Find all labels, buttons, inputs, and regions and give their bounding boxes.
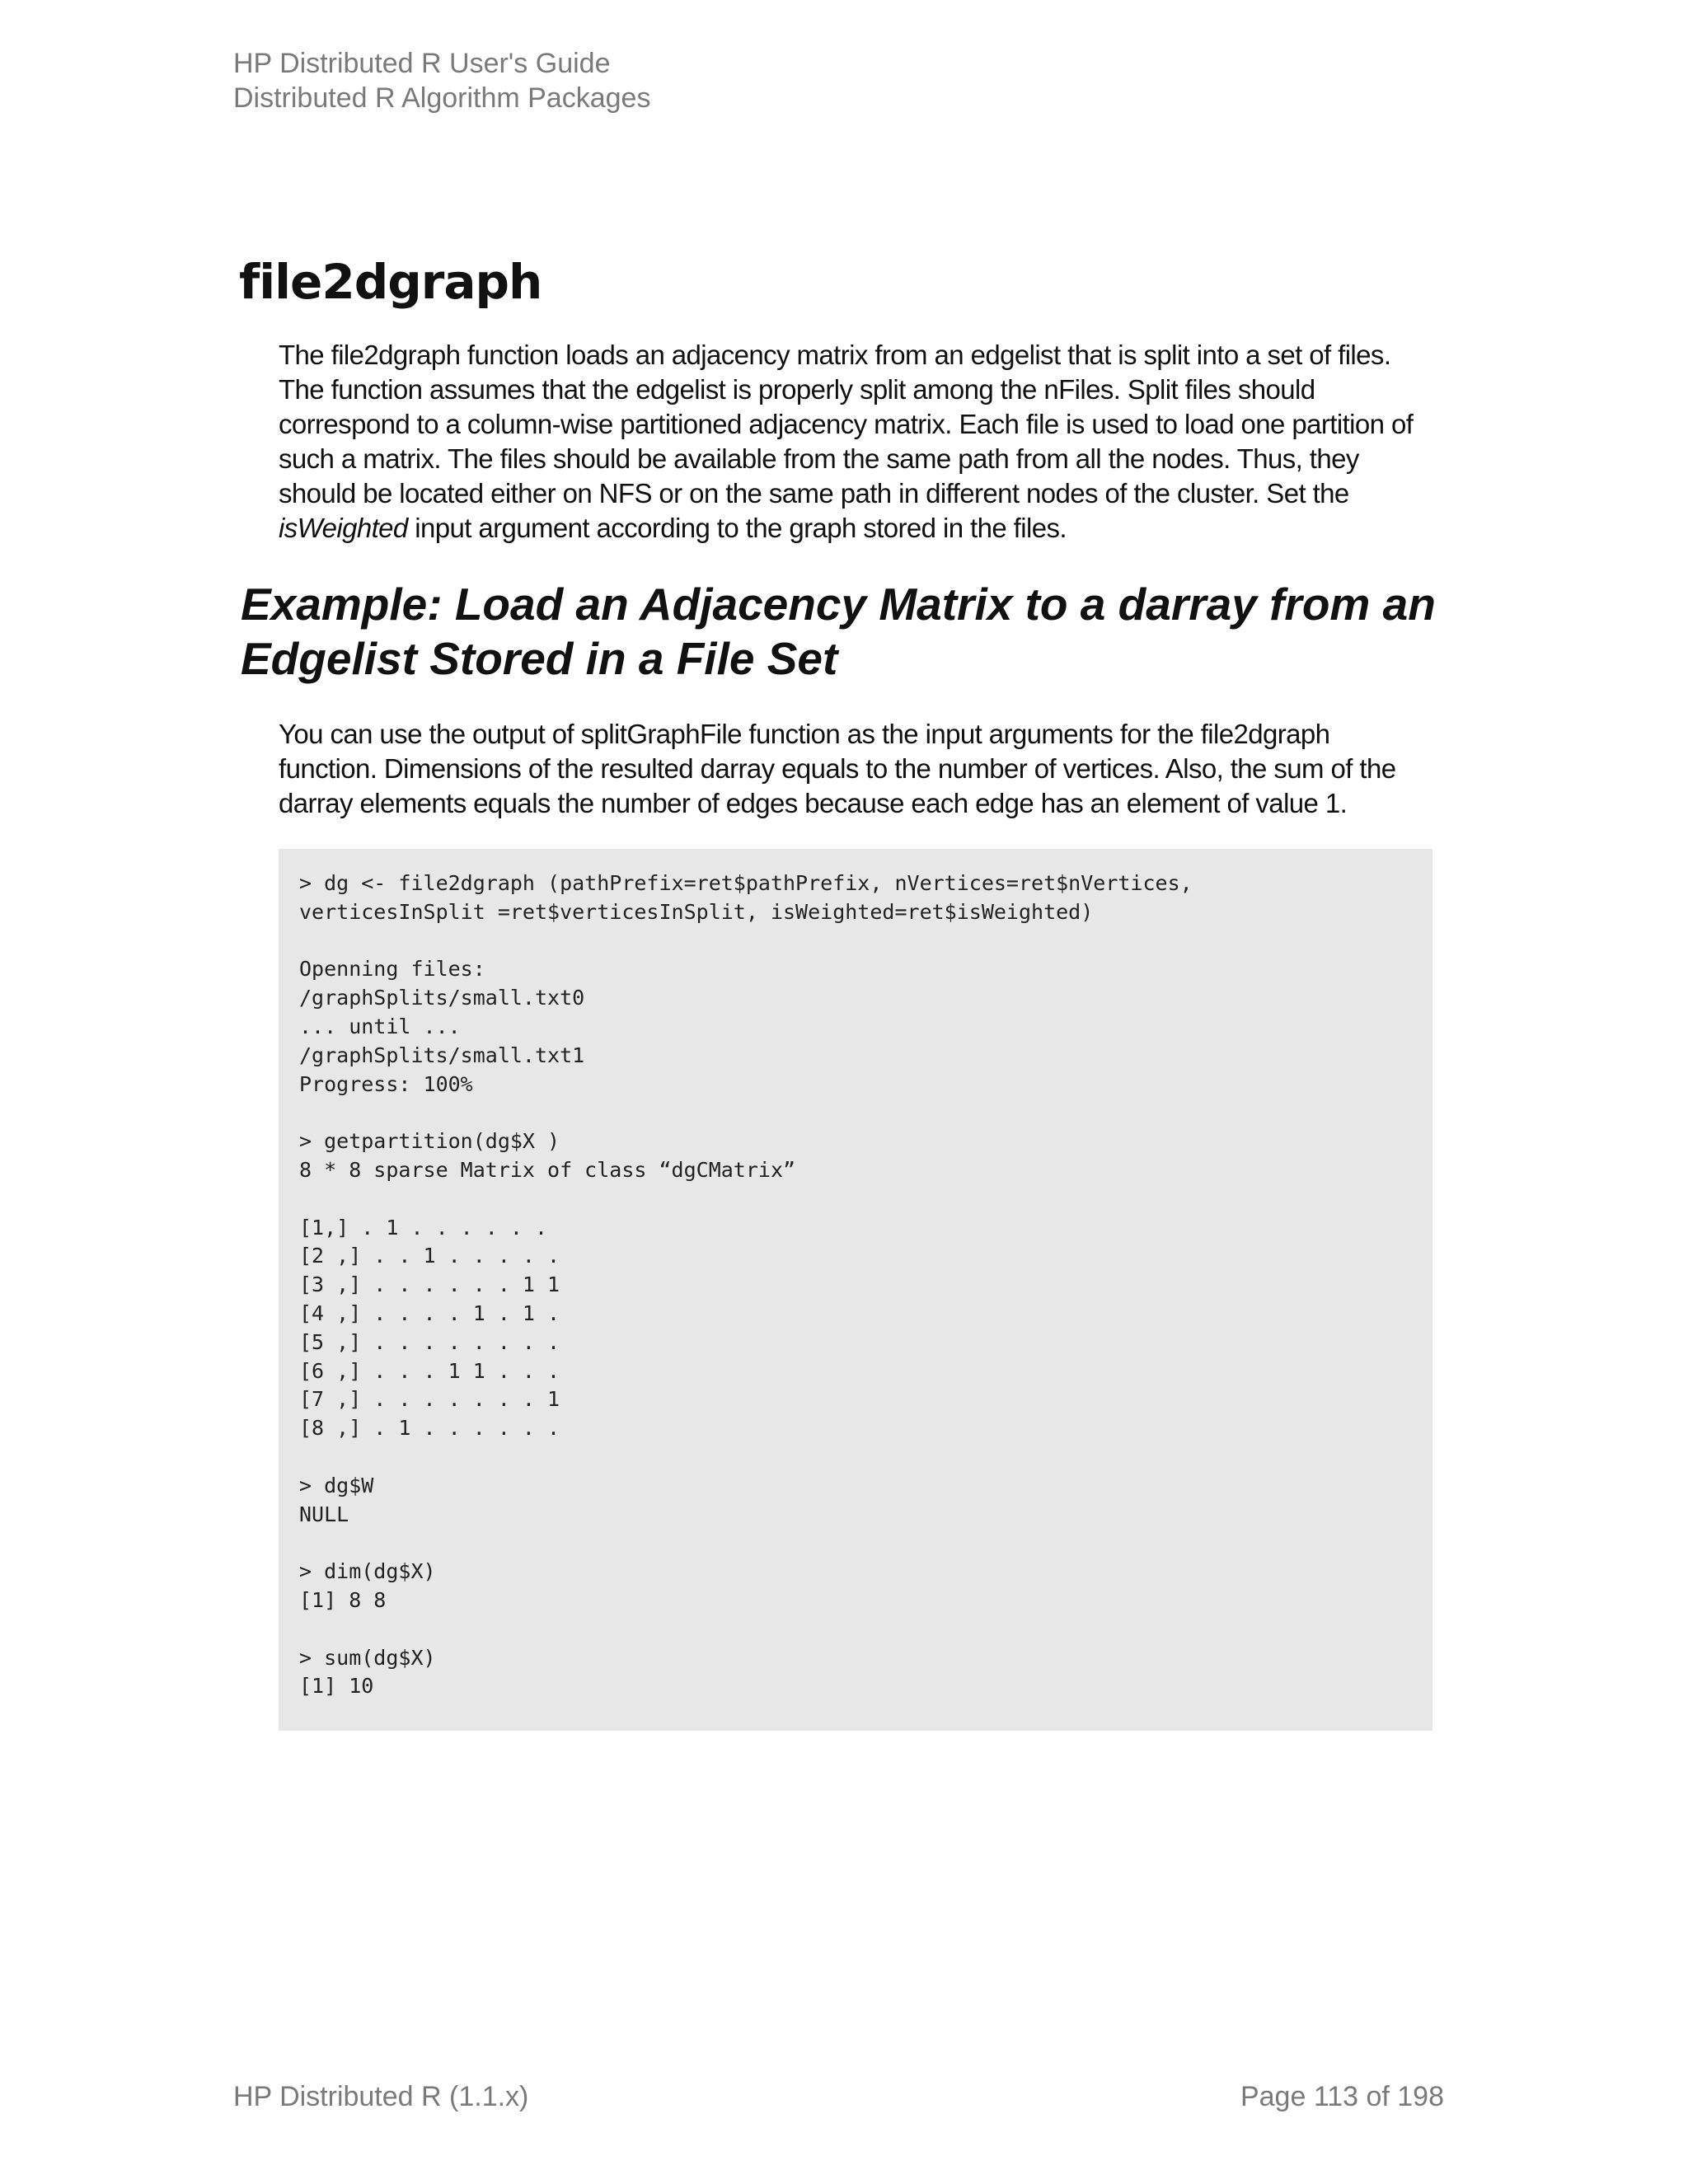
guide-title: HP Distributed R User's Guide (233, 48, 611, 79)
intro-paragraph (279, 338, 1432, 546)
example-description: You can use the output of splitGraphFile function as the input arguments for the file2dgraph function. Dimensions of the resulted darray equals to the number of vertices. Also, the sum of the darray elements equals the number of edges because each edge has an element of value 1. (279, 719, 1396, 818)
running-header (233, 46, 650, 115)
code-block (279, 849, 1432, 1731)
intro-text-end: input argument according to the graph stored in the files. (407, 513, 1067, 543)
code-listing: > dg <- file2dgraph (pathPrefix=ret$pathPrefix, nVertices=ret$nVertices, verticesInSplit =ret$verticesInSplit, isWeighted=ret$isWeighted) Openning files: /graphSplits/small.txt0 ... until ... /graphSplits/small.txt1 Progress: 100% > getpartition(dg$X ) 8 * 8 sparse Matrix of class “dgCMatrix” [1,] . 1 . . . . . . [2 ,] . . 1 . . . . . [3 ,] . . . . . . 1 1 [4 ,] . . . . 1 . 1 . [5 ,] . . . . . . . . [6 ,] . . . 1 1 . . . [7 ,] . . . . . . . 1 [8 ,] . 1 . . . . . . > dg$W NULL > dim(dg$X) [1] 8 8 > sum(dg$X) [1] 10 (299, 871, 1193, 1699)
section-name: Distributed R Algorithm Packages (233, 82, 651, 114)
intro-emphasis: isWeighted (279, 513, 408, 543)
page-title: file2dgraph (239, 254, 542, 310)
footer-product: HP Distributed R (1.1.x) (233, 2081, 529, 2112)
example-heading: Example: Load an Adjacency Matrix to a darray from an Edgelist Stored in a File Set (241, 579, 1436, 684)
footer-page-number: Page 113 of 198 (1240, 2081, 1444, 2112)
intro-text-start: The file2dgraph function loads an adjacency matrix from an edgelist that is split into a set of files. The function assumes that the edgelist is properly split among the nFiles. Split files should correspond to a column-wise partitioned adjacency matrix. Each file is used to load one partition of such a matrix. The files should be available from the same path from all the nodes. Thus, they should be located either on NFS or on the same path in different nodes of the cluster. Set the (279, 340, 1414, 509)
